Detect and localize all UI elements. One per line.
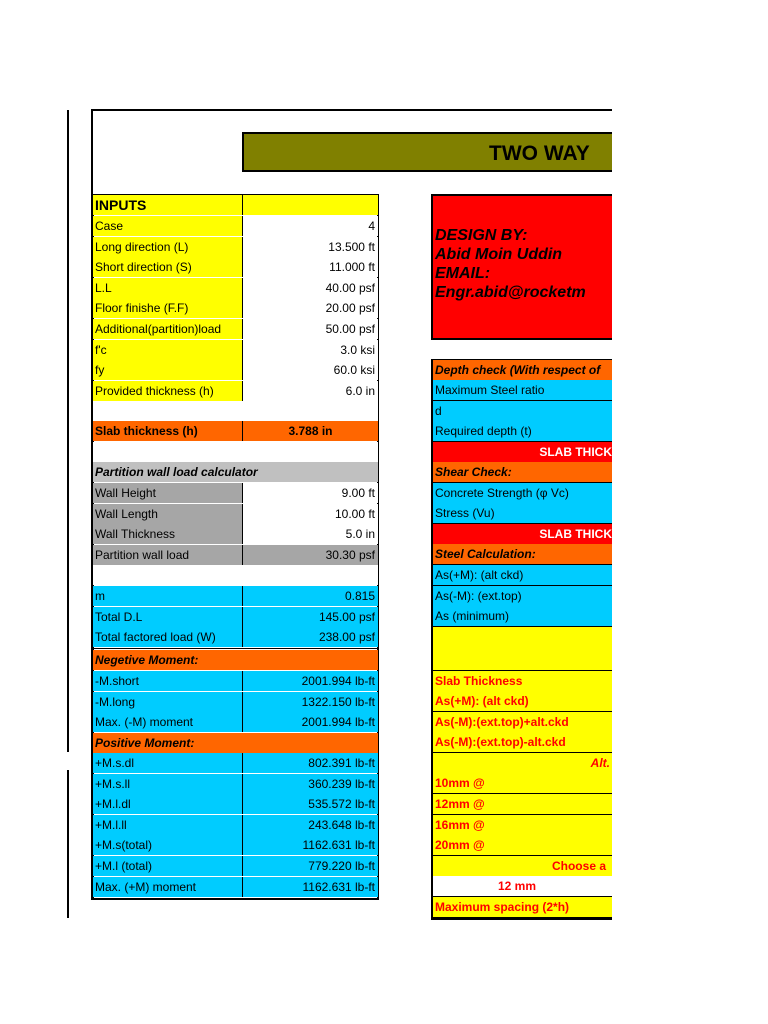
partition-row xyxy=(93,504,378,526)
load-label: m xyxy=(93,586,243,606)
shear-check-header: Shear Check: xyxy=(432,462,612,483)
positive-moment-row xyxy=(93,794,378,816)
inputs-header-row xyxy=(93,195,378,217)
positive-moment-label: +M.s(total) xyxy=(93,835,243,855)
positive-moment-label: +M.s.dl xyxy=(93,753,243,773)
input-label: Additional(partition)load xyxy=(93,319,243,339)
positive-moment-value[interactable]: 1162.631 lb-ft xyxy=(243,835,378,855)
sheet-top-border xyxy=(91,109,612,111)
positive-moment-row xyxy=(93,774,378,796)
positive-moment-row xyxy=(93,877,378,899)
positive-moment-label: +M.l.dl xyxy=(93,794,243,814)
depth-row-2: d xyxy=(432,401,612,422)
input-label: Short direction (S) xyxy=(93,257,243,277)
input-row xyxy=(93,381,378,403)
input-value[interactable]: 50.00 psf xyxy=(243,319,378,339)
blank-row-1 xyxy=(93,401,378,423)
positive-moment-label: Max. (+M) moment xyxy=(93,877,243,897)
partition-label: Wall Height xyxy=(93,483,243,503)
title-banner xyxy=(242,132,612,172)
positive-moment-row xyxy=(93,815,378,837)
negative-moment-row xyxy=(93,712,378,734)
input-value[interactable]: 60.0 ksi xyxy=(243,360,378,380)
input-label: Case xyxy=(93,216,243,236)
negative-moment-label: Max. (-M) moment xyxy=(93,712,243,732)
summary-row-3: As(-M):(ext.top)+alt.ckd xyxy=(432,712,612,733)
negative-moment-header: Negetive Moment: xyxy=(93,650,378,670)
negative-moment-value[interactable]: 2001.994 lb-ft xyxy=(243,671,378,691)
steel-row-2: As(-M): (ext.top) xyxy=(432,586,612,607)
input-row xyxy=(93,237,378,259)
slab-thick-check-1: SLAB THICK xyxy=(432,442,612,463)
input-value[interactable]: 20.00 psf xyxy=(243,298,378,318)
positive-moment-row xyxy=(93,753,378,775)
negative-moment-header-row xyxy=(93,650,378,672)
steel-row-3: As (minimum) xyxy=(432,606,612,627)
partition-row xyxy=(93,524,378,546)
input-row xyxy=(93,257,378,279)
input-label: f'c xyxy=(93,340,243,360)
positive-moment-header-row xyxy=(93,733,378,755)
input-row xyxy=(93,319,378,341)
yellow-blank-block xyxy=(432,627,612,671)
depth-row-1: Maximum Steel ratio xyxy=(432,380,612,401)
input-row xyxy=(93,298,378,320)
negative-moment-label: -M.long xyxy=(93,692,243,712)
partition-header-row xyxy=(93,462,378,484)
alt-label: Alt. xyxy=(432,753,612,774)
depth-row-3: Required depth (t) xyxy=(432,421,612,442)
partition-label: Wall Length xyxy=(93,504,243,524)
input-row xyxy=(93,340,378,362)
partition-label: Wall Thickness xyxy=(93,524,243,544)
input-row xyxy=(93,278,378,300)
slab-thickness-value: 3.788 in xyxy=(243,421,378,441)
partition-value[interactable]: 10.00 ft xyxy=(243,504,378,524)
input-label: fy xyxy=(93,360,243,380)
bar-row-16mm: 16mm @ xyxy=(432,815,612,836)
negative-moment-row xyxy=(93,671,378,693)
input-label: Provided thickness (h) xyxy=(93,381,243,401)
negative-moment-value[interactable]: 2001.994 lb-ft xyxy=(243,712,378,732)
email-address: Engr.abid@rocketm xyxy=(435,284,586,301)
load-label: Total factored load (W) xyxy=(93,627,243,647)
summary-row-2: As(+M): (alt ckd) xyxy=(432,691,612,712)
slab-thickness-label: Slab thickness (h) xyxy=(93,421,243,441)
left-margin-line-2 xyxy=(67,770,69,918)
page-title: TWO WAY xyxy=(489,142,590,165)
input-value[interactable]: 11.000 ft xyxy=(243,257,378,277)
slab-thick-check-2: SLAB THICK xyxy=(432,524,612,545)
load-value[interactable]: 0.815 xyxy=(243,586,378,606)
max-spacing-row: Maximum spacing (2*h) xyxy=(432,897,612,918)
positive-moment-label: +M.l.ll xyxy=(93,815,243,835)
designer-name: Abid Moin Uddin xyxy=(435,246,563,263)
shear-row-1: Concrete Strength (φ Vc) xyxy=(432,483,612,504)
positive-moment-value[interactable]: 243.648 lb-ft xyxy=(243,815,378,835)
input-value[interactable]: 3.0 ksi xyxy=(243,340,378,360)
positive-moment-value[interactable]: 779.220 lb-ft xyxy=(243,856,378,876)
inputs-header-blank xyxy=(243,195,378,215)
positive-moment-row xyxy=(93,835,378,857)
positive-moment-row xyxy=(93,856,378,878)
input-value[interactable]: 13.500 ft xyxy=(243,237,378,257)
shear-row-2: Stress (Vu) xyxy=(432,503,612,524)
input-value[interactable]: 6.0 in xyxy=(243,381,378,401)
bar-row-12mm: 12mm @ xyxy=(432,794,612,815)
bar-size-select[interactable]: 12 mm xyxy=(432,876,612,897)
load-row xyxy=(93,607,378,629)
positive-moment-value[interactable]: 360.239 lb-ft xyxy=(243,774,378,794)
load-value[interactable]: 145.00 psf xyxy=(243,607,378,627)
choose-label: Choose a xyxy=(432,856,612,877)
load-label: Total D.L xyxy=(93,607,243,627)
input-label: Long direction (L) xyxy=(93,237,243,257)
positive-moment-label: +M.l (total) xyxy=(93,856,243,876)
slab-thickness-row xyxy=(93,421,378,443)
bar-row-10mm: 10mm @ xyxy=(432,773,612,794)
input-label: Floor finishe (F.F) xyxy=(93,298,243,318)
load-row xyxy=(93,586,378,608)
steel-row-1: As(+M): (alt ckd) xyxy=(432,565,612,586)
bar-row-20mm: 20mm @ xyxy=(432,835,612,856)
negative-moment-row xyxy=(93,692,378,714)
partition-label: Partition wall load xyxy=(93,545,243,565)
input-value[interactable]: 40.00 psf xyxy=(243,278,378,298)
partition-row xyxy=(93,545,378,567)
left-margin-line-1 xyxy=(67,110,69,752)
summary-row-4: As(-M):(ext.top)-alt.ckd xyxy=(432,732,612,753)
partition-value[interactable]: 30.30 psf xyxy=(243,545,378,565)
summary-row-1: Slab Thickness xyxy=(432,671,612,692)
input-row xyxy=(93,360,378,382)
positive-moment-value[interactable]: 1162.631 lb-ft xyxy=(243,877,378,897)
input-row xyxy=(93,216,378,238)
designer-box xyxy=(431,194,612,340)
negative-moment-label: -M.short xyxy=(93,671,243,691)
blank-row-2 xyxy=(93,442,378,464)
positive-moment-value[interactable]: 535.572 lb-ft xyxy=(243,794,378,814)
designer-label: DESIGN BY: xyxy=(435,227,528,244)
positive-moment-value[interactable]: 802.391 lb-ft xyxy=(243,753,378,773)
partition-row xyxy=(93,483,378,505)
load-row xyxy=(93,627,378,649)
partition-value[interactable]: 5.0 in xyxy=(243,524,378,544)
negative-moment-value[interactable]: 1322.150 lb-ft xyxy=(243,692,378,712)
steel-calc-header: Steel Calculation: xyxy=(432,544,612,565)
inputs-header: INPUTS xyxy=(93,195,243,215)
positive-moment-label: +M.s.ll xyxy=(93,774,243,794)
blank-row-3 xyxy=(93,565,378,587)
input-label: L.L xyxy=(93,278,243,298)
partition-header: Partition wall load calculator xyxy=(93,462,378,482)
email-label: EMAIL: xyxy=(435,265,491,282)
input-value[interactable]: 4 xyxy=(243,216,378,236)
depth-check-header: Depth check (With respect of xyxy=(432,360,612,381)
load-value[interactable]: 238.00 psf xyxy=(243,627,378,647)
positive-moment-header: Positive Moment: xyxy=(93,733,378,753)
partition-value[interactable]: 9.00 ft xyxy=(243,483,378,503)
